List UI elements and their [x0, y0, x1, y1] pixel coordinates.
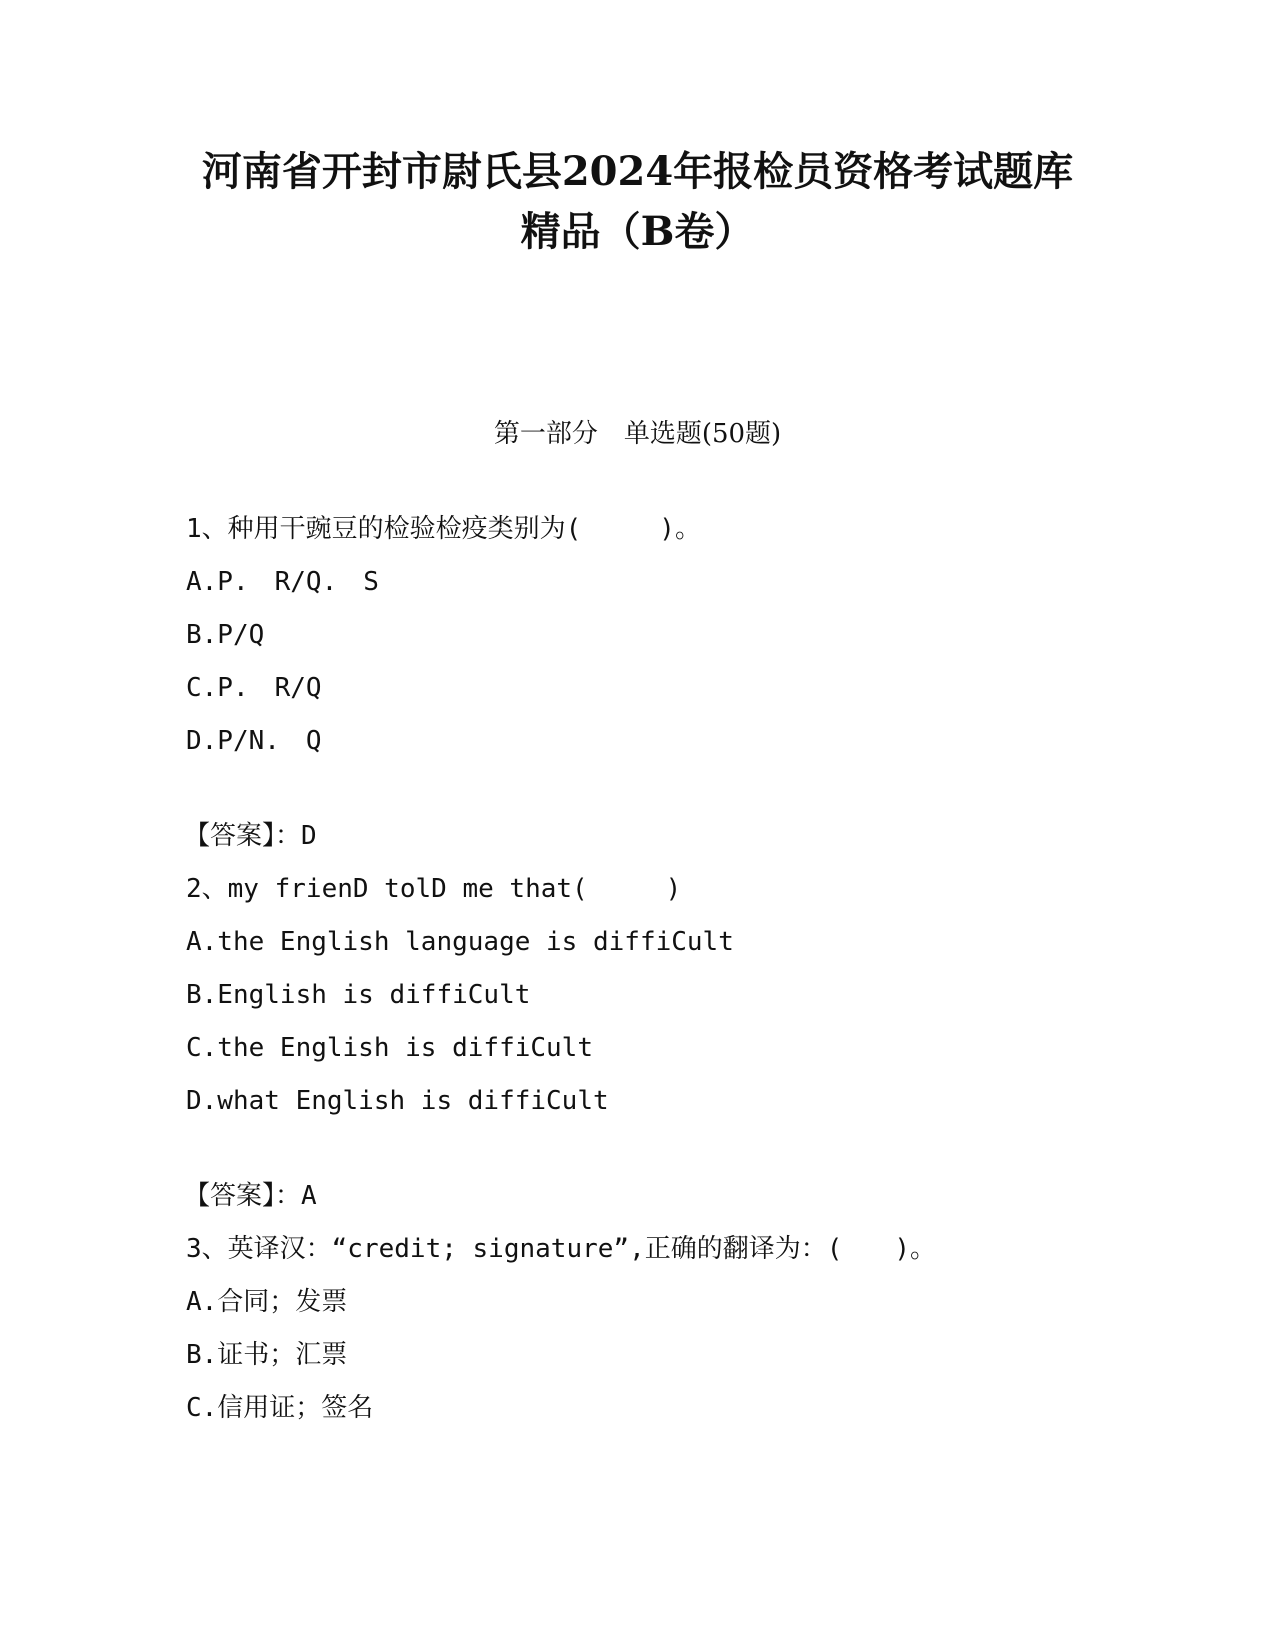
question-2-option-d: D.what English is diffiCult [186, 1086, 609, 1116]
question-1-option-a: A.P. R/Q. S [186, 567, 379, 597]
question-2-answer: 【答案】：A [184, 1181, 317, 1211]
question-1-option-d: D.P/N. Q [186, 726, 322, 756]
question-2-stem: 2、my frienD tolD me that( ) [186, 874, 682, 904]
question-1-stem: 1、种用干豌豆的检验检疫类别为( )。 [186, 514, 701, 544]
question-2-option-b: B.English is diffiCult [186, 980, 531, 1010]
question-2-option-a: A.the English language is diffiCult [186, 927, 734, 957]
question-1-option-c: C.P. R/Q [186, 673, 322, 703]
question-3-stem: 3、英译汉：“credit; signature”,正确的翻译为：( )。 [186, 1234, 937, 1264]
question-2-option-c: C.the English is diffiCult [186, 1033, 593, 1063]
question-1-answer: 【答案】：D [184, 821, 317, 851]
question-1-option-b: B.P/Q [186, 620, 265, 650]
title-line-2: 精品（B卷） [520, 208, 755, 255]
question-3-option-a: A.合同；发票 [186, 1287, 348, 1317]
document-title [150, 142, 1125, 262]
question-3-option-c: C.信用证；签名 [186, 1393, 374, 1423]
title-line-1: 河南省开封市尉氏县2024年报检员资格考试题库 [201, 148, 1074, 195]
section-heading: 第一部分 单选题(50题) [493, 419, 782, 449]
question-3-option-b: B.证书；汇票 [186, 1340, 348, 1370]
